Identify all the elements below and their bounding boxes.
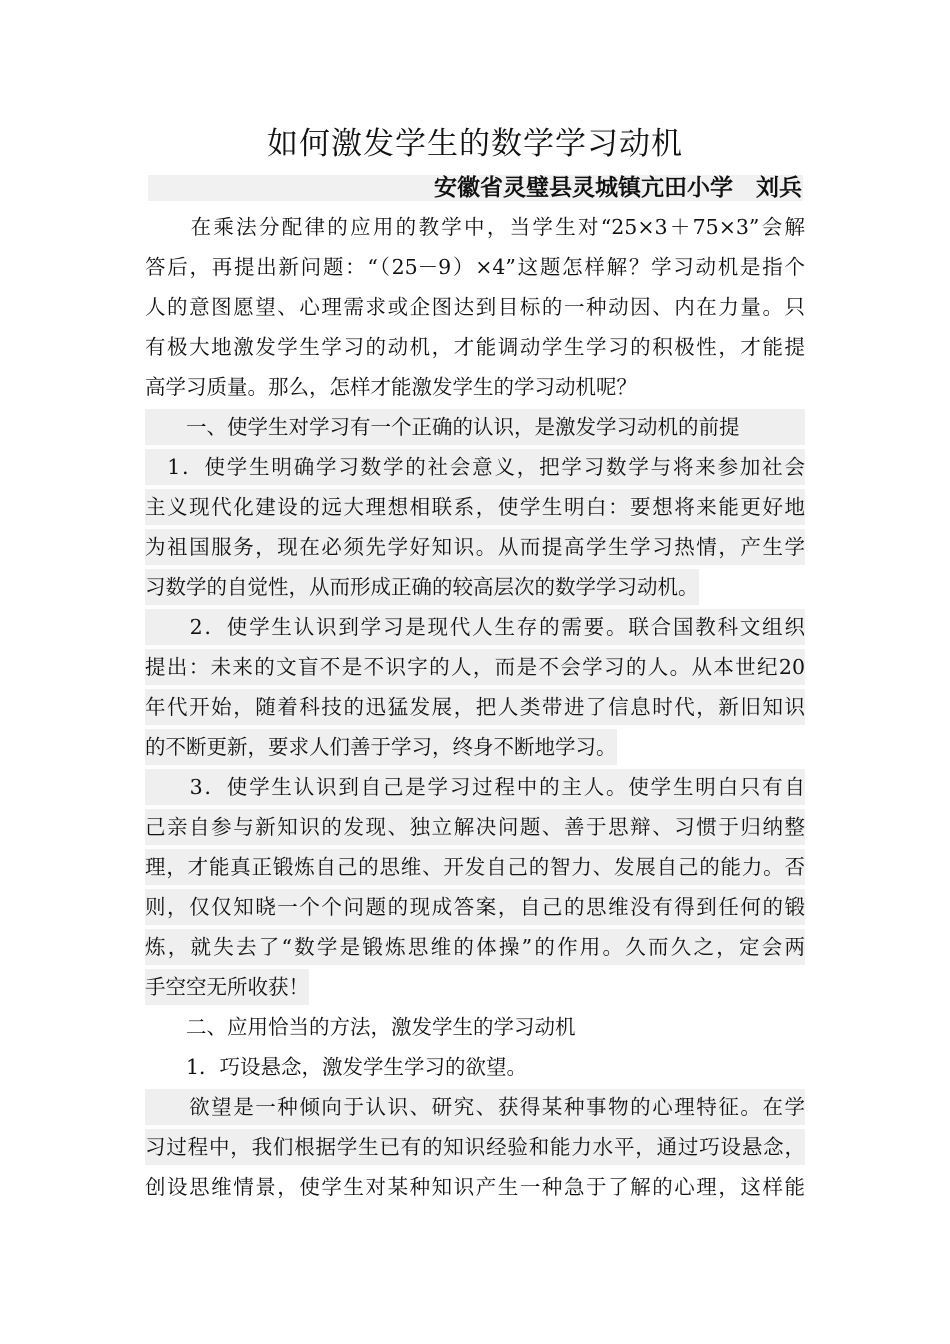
text-line: 在乘法分配律的应用的教学中，当学生对“25×3＋75×3”会解 (145, 215, 805, 239)
section-heading: 一、使学生对学习有一个正确的认识，是激发学习动机的前提 (145, 409, 805, 445)
text-line: 理，才能真正锻炼自己的思维、开发自己的智力、发展自己的能力。否 (145, 849, 805, 885)
text-line: 2．使学生认识到学习是现代人生存的需要。联合国教科文组织 (145, 609, 805, 645)
text-line: 1．使学生明确学习数学的社会意义，把学习数学与将来参加社会 (145, 449, 805, 485)
document-title: 如何激发学生的数学学习动机 (267, 126, 683, 162)
subsection-heading: 1．巧设悬念，激发学生学习的欲望。 (145, 1055, 528, 1079)
text-line: 创设思维情景，使学生对某种知识产生一种急于了解的心理，这样能 (145, 1175, 805, 1199)
text-line: 高学习质量。那么，怎样才能激发学生的学习动机呢？ (145, 375, 637, 399)
text-line: 炼，就失去了“数学是锻炼思维的体操”的作用。久而久之，定会两 (145, 929, 805, 965)
text-line: 手空空无所收获！ (145, 969, 309, 1005)
text-line: 欲望是一种倾向于认识、研究、获得某种事物的心理特征。在学 (145, 1089, 805, 1125)
text-line: 年代开始，随着科技的迅猛发展，把人类带进了信息时代，新旧知识 (145, 689, 805, 725)
text-line: 主义现代化建设的远大理想相联系，使学生明白：要想将来能更好地 (145, 489, 805, 525)
text-line: 则，仅仅知晓一个个问题的现成答案，自己的思维没有得到任何的锻 (145, 889, 805, 925)
section-heading: 二、应用恰当的方法，激发学生的学习动机 (145, 1015, 576, 1039)
text-line: 答后，再提出新问题：“（25－9）×4”这题怎样解？学习动机是指个 (145, 255, 805, 279)
text-line: 的不断更新，要求人们善于学习，终身不断地学习。 (145, 729, 617, 765)
text-line: 己亲自参与新知识的发现、独立解决问题、善于思辩、习惯于归纳整 (145, 809, 805, 845)
text-line: 为祖国服务，现在必须先学好知识。从而提高学生学习热情，产生学 (145, 529, 805, 565)
text-line: 有极大地激发学生学习的动机，才能调动学生学习的积极性，才能提 (145, 335, 805, 359)
text-line: 习数学的自觉性，从而形成正确的较高层次的数学学习动机。 (145, 569, 699, 605)
text-line: 提出：未来的文盲不是不识字的人，而是不会学习的人。从本世纪20 (145, 649, 805, 685)
text-line: 人的意图愿望、心理需求或企图达到目标的一种动因、内在力量。只 (145, 295, 805, 319)
author-line: 安徽省灵璧县灵城镇亢田小学 刘兵 (434, 175, 802, 201)
text-line: 3．使学生认识到自己是学习过程中的主人。使学生明白只有自 (145, 769, 805, 805)
text-line: 习过程中，我们根据学生已有的知识经验和能力水平，通过巧设悬念， (145, 1129, 805, 1165)
